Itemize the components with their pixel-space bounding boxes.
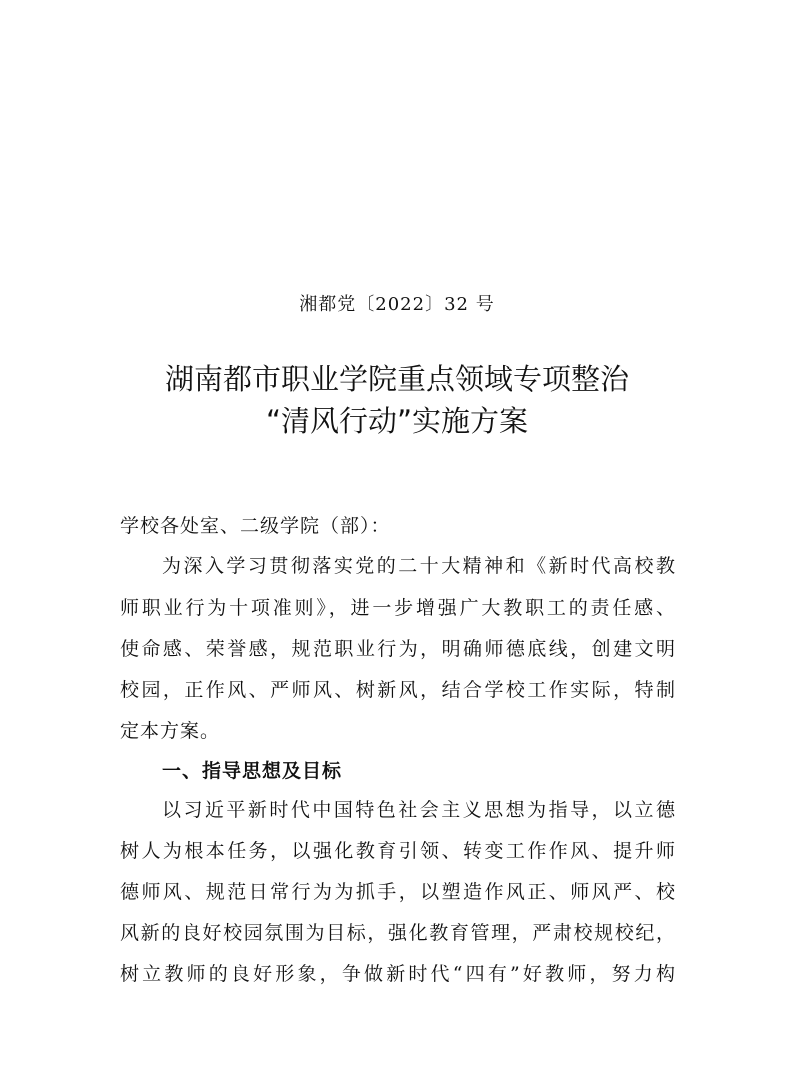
document-number: 湘都党〔2022〕32 号 <box>299 294 495 315</box>
intro-paragraph-line: 定本方案。 <box>120 720 221 742</box>
intro-paragraph-line: 为深入学习贯彻落实党的二十大精神和《新时代高校教 <box>162 555 676 577</box>
document-title-line-1: 湖南都市职业学院重点领域专项整治 <box>164 362 629 396</box>
section-paragraph-line: 德师风、规范日常行为为抓手，以塑造作风正、师风严、校 <box>120 881 676 903</box>
intro-paragraph-line: 使命感、荣誉感，规范职业行为，明确师德底线，创建文明 <box>120 638 676 660</box>
section-paragraph-line: 以习近平新时代中国特色社会主义思想为指导，以立德 <box>162 799 676 821</box>
section-paragraph-line: 树人为根本任务，以强化教育引领、转变工作作风、提升师 <box>120 840 676 862</box>
intro-paragraph-line: 师职业行为十项准则》，进一步增强广大教职工的责任感、 <box>120 597 676 619</box>
salutation: 学校各处室、二级学院（部）： <box>120 515 391 537</box>
section-heading: 一、指导思想及目标 <box>162 760 343 782</box>
section-paragraph-line: 树立教师的良好形象，争做新时代“四有”好教师，努力构 <box>120 963 676 985</box>
section-paragraph-line: 风新的良好校园氛围为目标，强化教育管理，严肃校规校纪， <box>120 922 676 944</box>
intro-paragraph-line: 校园，正作风、严师风、树新风，结合学校工作实际，特制 <box>120 679 676 701</box>
document-title-line-2: “清风行动”实施方案 <box>265 404 529 438</box>
